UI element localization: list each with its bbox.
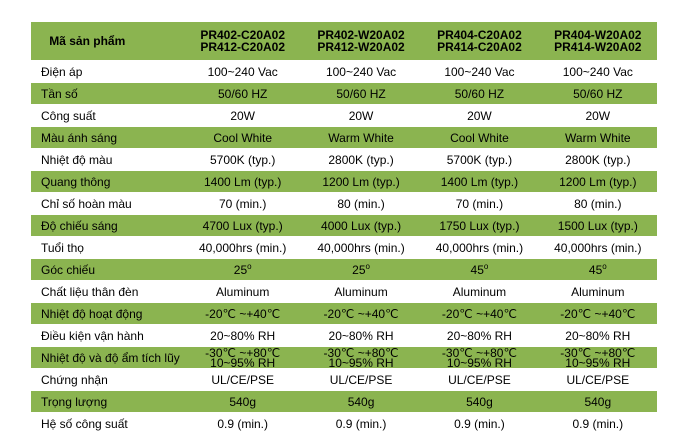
cell-value: 20~80% RH	[183, 324, 301, 346]
cell-value: 2800K (typ.)	[302, 148, 420, 170]
cell-value: 5700K (typ.)	[183, 148, 301, 170]
value-line-1: -30℃ ~+80℃	[205, 346, 281, 360]
row-label: Chứng nhận	[31, 368, 183, 390]
model-code: PR414-W20A02	[554, 40, 642, 54]
cell-value: 100~240 Vac	[420, 60, 538, 82]
cell-value: UL/CE/PSE	[302, 368, 420, 390]
spec-row-illuminance	[31, 214, 657, 236]
spec-row-operating-temp	[31, 302, 657, 324]
cell-value: 540g	[183, 390, 301, 412]
model-code: PR402-C20A02	[200, 28, 286, 42]
cell-value	[539, 346, 657, 368]
row-label: Góc chiếu	[31, 258, 183, 280]
cell-value: 4000 Lux (typ.)	[302, 214, 420, 236]
cell-value	[420, 258, 538, 280]
spec-row-body-material	[31, 280, 657, 302]
cell-value: 5700K (typ.)	[420, 148, 538, 170]
cell-value: Aluminum	[302, 280, 420, 302]
spec-row-light-color	[31, 126, 657, 148]
value-line-2: 10~95% RH	[328, 355, 394, 368]
spec-row-power-factor	[31, 412, 657, 434]
spec-row-voltage	[31, 60, 657, 82]
cell-value: Warm White	[302, 126, 420, 148]
cell-value: 100~240 Vac	[302, 60, 420, 82]
cell-value: 540g	[302, 390, 420, 412]
cell-value: 1200 Lm (typ.)	[302, 170, 420, 192]
degree-sup: o	[483, 261, 489, 271]
cell-value: 20~80% RH	[302, 324, 420, 346]
model-header-1	[183, 21, 301, 60]
cell-value	[302, 346, 420, 368]
cell-value: 40,000hrs (min.)	[420, 236, 538, 258]
row-label: Độ chiếu sáng	[31, 214, 183, 236]
row-label: Hệ số công suất	[31, 412, 183, 434]
cell-value: 70 (min.)	[183, 192, 301, 214]
spec-row-power	[31, 104, 657, 126]
cell-value	[183, 258, 301, 280]
cell-value: -20℃ ~+40℃	[302, 302, 420, 324]
row-label: Trọng lượng	[31, 390, 183, 412]
model-code: PR412-W20A02	[317, 40, 405, 54]
cell-value: 4700 Lux (typ.)	[183, 214, 301, 236]
cell-value: Cool White	[420, 126, 538, 148]
spec-row-beam-angle	[31, 258, 657, 280]
cell-value: Aluminum	[420, 280, 538, 302]
spec-table	[31, 21, 657, 434]
cell-value: -20℃ ~+40℃	[420, 302, 538, 324]
spec-row-weight	[31, 390, 657, 412]
angle-value: 25	[233, 262, 248, 277]
product-code-header	[31, 21, 183, 60]
spec-row-cri	[31, 192, 657, 214]
cell-value: 50/60 HZ	[302, 82, 420, 104]
row-label: Công suất	[31, 104, 183, 126]
cell-value: 20~80% RH	[539, 324, 657, 346]
cell-value: 40,000hrs (min.)	[539, 236, 657, 258]
cell-value: 1400 Lm (typ.)	[420, 170, 538, 192]
row-label: Điện áp	[31, 60, 183, 82]
cell-value: 50/60 HZ	[539, 82, 657, 104]
spec-row-operating-conditions	[31, 324, 657, 346]
row-label: Màu ánh sáng	[31, 126, 183, 148]
cell-value: -20℃ ~+40℃	[183, 302, 301, 324]
model-code: PR404-W20A02	[554, 28, 642, 42]
value-line-1: -30℃ ~+80℃	[560, 346, 636, 360]
cell-value	[539, 258, 657, 280]
value-line-1: -30℃ ~+80℃	[441, 346, 517, 360]
cell-value: UL/CE/PSE	[420, 368, 538, 390]
cell-value: 70 (min.)	[420, 192, 538, 214]
cell-value: 0.9 (min.)	[420, 412, 538, 434]
spec-row-storage-temp-humidity	[31, 346, 657, 368]
cell-value: 1200 Lm (typ.)	[539, 170, 657, 192]
cell-value: 40,000hrs (min.)	[302, 236, 420, 258]
cell-value	[183, 346, 301, 368]
cell-value: 0.9 (min.)	[183, 412, 301, 434]
row-label: Chỉ số hoàn màu	[31, 192, 183, 214]
row-label: Nhiệt độ hoạt động	[31, 302, 183, 324]
cell-value: -20℃ ~+40℃	[539, 302, 657, 324]
model-code: PR404-C20A02	[437, 28, 522, 42]
cell-value: 20W	[420, 104, 538, 126]
value-line-2: 10~95% RH	[565, 355, 631, 368]
degree-sup: o	[247, 261, 252, 271]
cell-value: UL/CE/PSE	[539, 368, 657, 390]
cell-value: 20W	[183, 104, 301, 126]
cell-value	[302, 258, 420, 280]
header-row	[31, 21, 657, 60]
cell-value: 1500 Lux (typ.)	[539, 214, 657, 236]
model-header-3	[420, 21, 538, 60]
cell-value: 540g	[539, 390, 657, 412]
cell-value	[420, 346, 538, 368]
cell-value: 50/60 HZ	[420, 82, 538, 104]
value-line-1: -30℃ ~+80℃	[323, 346, 399, 360]
cell-value: Cool White	[183, 126, 301, 148]
row-label: Tần số	[31, 82, 183, 104]
row-label: Nhiệt độ màu	[31, 148, 183, 170]
spec-row-certification	[31, 368, 657, 390]
spec-row-luminous-flux	[31, 170, 657, 192]
row-label: Quang thông	[31, 170, 183, 192]
model-code: PR402-W20A02	[317, 28, 405, 42]
angle-value: 25	[352, 262, 366, 277]
cell-value: Warm White	[539, 126, 657, 148]
model-header-4	[539, 21, 657, 60]
angle-value: 45	[470, 262, 484, 277]
spec-row-frequency	[31, 82, 657, 104]
cell-value: 20~80% RH	[420, 324, 538, 346]
cell-value: UL/CE/PSE	[183, 368, 301, 390]
value-line-2: 10~95% RH	[446, 355, 512, 368]
cell-value: Aluminum	[183, 280, 301, 302]
cell-value: 1400 Lm (typ.)	[183, 170, 301, 192]
degree-sup: o	[365, 261, 370, 271]
cell-value: 0.9 (min.)	[302, 412, 420, 434]
model-header-2	[302, 21, 420, 60]
cell-value: Aluminum	[539, 280, 657, 302]
model-code: PR412-C20A02	[200, 40, 286, 54]
cell-value: 50/60 HZ	[183, 82, 301, 104]
row-label: Nhiệt độ và độ ẩm tích lũy	[31, 346, 183, 368]
spec-row-lifetime	[31, 236, 657, 258]
row-label: Chất liệu thân đèn	[31, 280, 183, 302]
cell-value: 100~240 Vac	[183, 60, 301, 82]
cell-value: 540g	[420, 390, 538, 412]
degree-sup: o	[602, 261, 607, 271]
cell-value: 80 (min.)	[539, 192, 657, 214]
cell-value: 40,000hrs (min.)	[183, 236, 301, 258]
model-code: PR414-C20A02	[437, 40, 522, 54]
angle-value: 45	[588, 262, 603, 277]
cell-value: 100~240 Vac	[539, 60, 657, 82]
cell-value: 20W	[539, 104, 657, 126]
row-label: Điều kiện vận hành	[31, 324, 183, 346]
row-label: Tuổi thọ	[31, 236, 183, 258]
product-code-label: Mã sản phẩm	[49, 34, 126, 48]
cell-value: 0.9 (min.)	[539, 412, 657, 434]
spec-row-color-temp	[31, 148, 657, 170]
cell-value: 20W	[302, 104, 420, 126]
value-line-2: 10~95% RH	[210, 355, 276, 368]
cell-value: 2800K (typ.)	[539, 148, 657, 170]
cell-value: 80 (min.)	[302, 192, 420, 214]
cell-value: 1750 Lux (typ.)	[420, 214, 538, 236]
